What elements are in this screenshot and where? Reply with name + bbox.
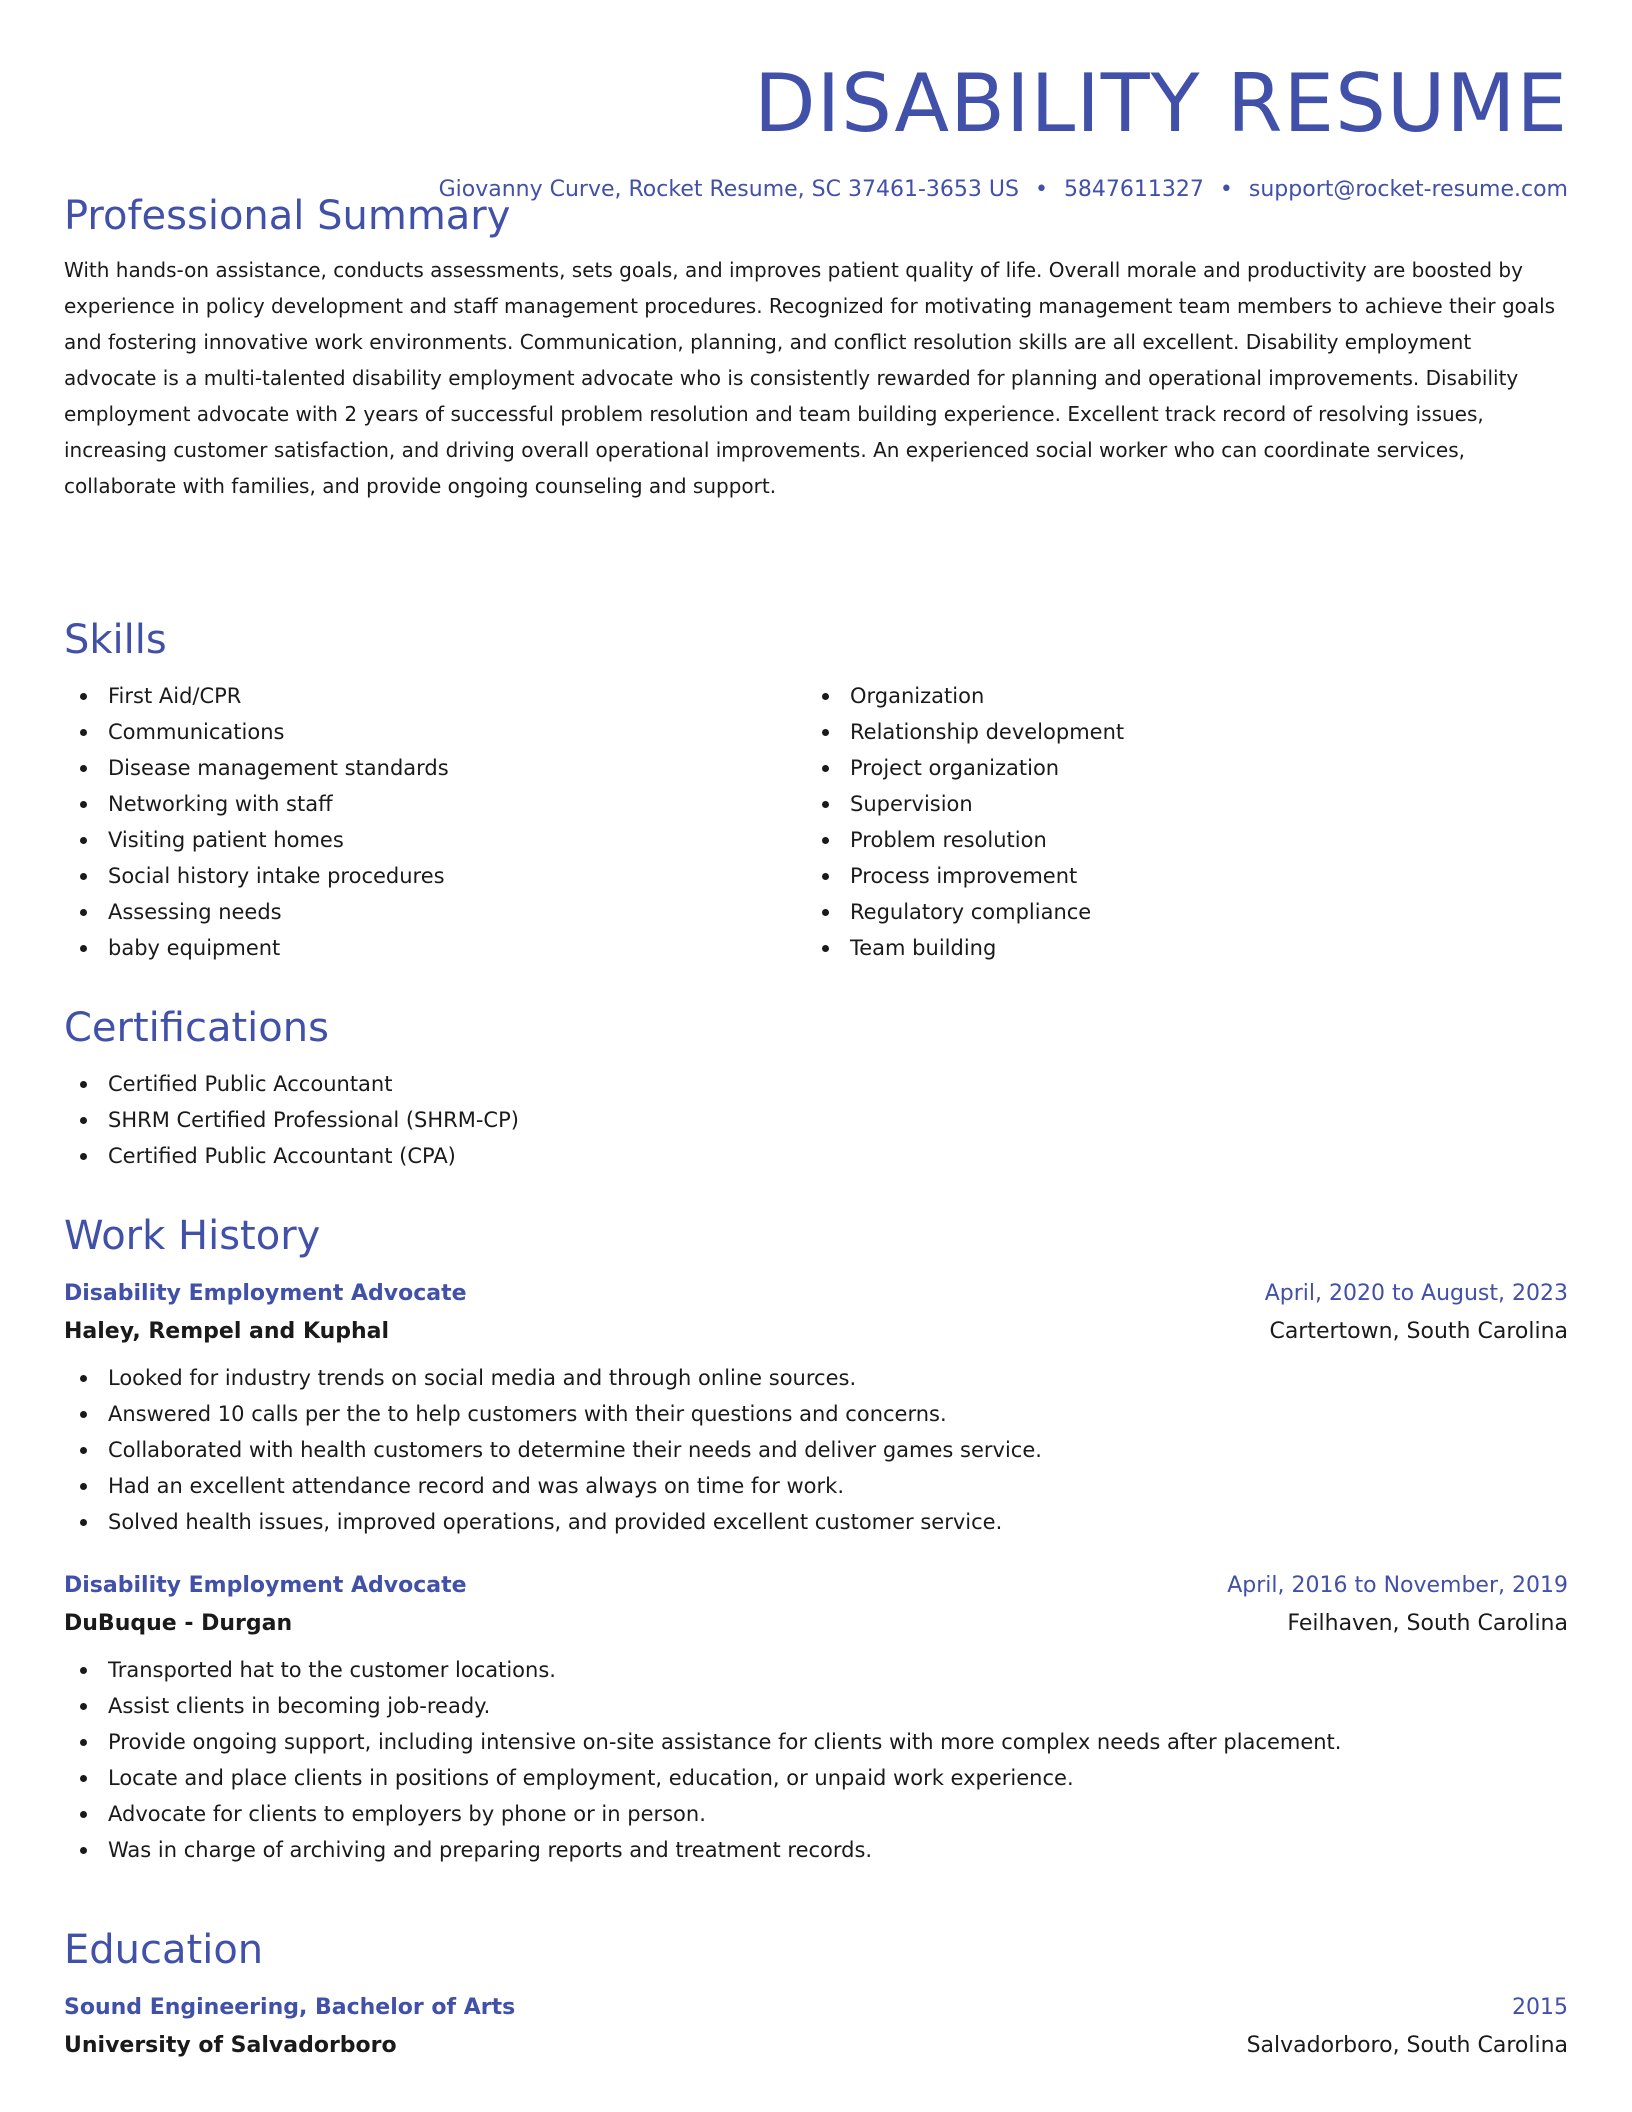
resume-page: [64, 0, 1568, 2112]
work-history-heading: Work History: [64, 1213, 321, 1259]
summary-text: With hands-on assistance, conducts assessments, sets goals, and improves patient quality of life. Overall morale and productivity are boosted by experience in policy development and staff management procedures. Recognized for motivating management team members to achieve their goals and fostering innovative work environments. Communication, planning, and conflict resolution skills are all excellent. Disability employment advocate is a multi-talented disability employment advocate who is consistently rewarded for planning and operational improvements. Disability employment advocate with 2 years of successful problem resolution and team building experience. Excellent track record of resolving issues, increasing customer satisfaction, and driving overall operational improvements. An experienced social worker who can coordinate services, collaborate with families, and provide ongoing counseling and support.: [64, 258, 1556, 498]
certification-item: Certified Public Accountant: [64, 1066, 1568, 1102]
contact-separator: •: [1219, 177, 1233, 202]
job-title-row: [64, 1568, 1568, 1604]
skill-item: Regulatory compliance: [806, 894, 1548, 930]
job-bullet: Locate and place clients in positions of employment, education, or unpaid work experience.: [64, 1760, 1568, 1796]
skill-item: Problem resolution: [806, 822, 1548, 858]
job-company: DuBuque - Durgan: [64, 1611, 293, 1636]
job-bullet: Had an excellent attendance record and was always on time for work.: [64, 1468, 1568, 1504]
job-company-row: [64, 1312, 1568, 1352]
job-company-row: [64, 1604, 1568, 1644]
education-entry: [64, 1990, 1568, 2066]
skill-item: First Aid/CPR: [64, 678, 806, 714]
work-history-section: [64, 1210, 1568, 1868]
job-bullet: Transported hat to the customer locations.: [64, 1652, 1568, 1688]
certifications-heading: Certifications: [64, 1005, 329, 1051]
skills-heading: Skills: [64, 617, 167, 663]
job-bullet: Provide ongoing support, including intensive on-site assistance for clients with more complex needs after placement.: [64, 1724, 1568, 1760]
skill-item: Organization: [806, 678, 1548, 714]
skill-item: Disease management standards: [64, 750, 806, 786]
skill-item: baby equipment: [64, 930, 806, 966]
skill-item: Relationship development: [806, 714, 1548, 750]
education-school: University of Salvadorboro: [64, 2033, 397, 2058]
certification-item: SHRM Certified Professional (SHRM-CP): [64, 1102, 1568, 1138]
job-title: Disability Employment Advocate: [64, 1281, 467, 1306]
job-entry: [64, 1568, 1568, 1868]
skill-item: Project organization: [806, 750, 1548, 786]
job-bullet: Looked for industry trends on social media and through online sources.: [64, 1360, 1568, 1396]
job-entry: [64, 1276, 1568, 1540]
skills-list-left: [64, 678, 806, 966]
skill-item: Social history intake procedures: [64, 858, 806, 894]
skill-item: Communications: [64, 714, 806, 750]
skill-item: Supervision: [806, 786, 1548, 822]
job-bullet: Answered 10 calls per the to help customers with their questions and concerns.: [64, 1396, 1568, 1432]
certifications-section: [64, 1002, 1568, 1174]
certifications-list: [64, 1066, 1568, 1174]
education-year: 2015: [1512, 1995, 1568, 2020]
job-bullet: Assist clients in becoming job-ready.: [64, 1688, 1568, 1724]
job-title: Disability Employment Advocate: [64, 1573, 467, 1598]
education-section: [64, 1924, 1568, 2066]
job-company: Haley, Rempel and Kuphal: [64, 1319, 390, 1344]
skill-item: Visiting patient homes: [64, 822, 806, 858]
education-location: Salvadorboro, South Carolina: [1246, 2033, 1568, 2058]
job-location: Cartertown, South Carolina: [1269, 1319, 1568, 1344]
skills-section: [64, 614, 1568, 966]
job-location: Feilhaven, South Carolina: [1287, 1611, 1568, 1636]
education-heading: Education: [64, 1927, 264, 1973]
skills-grid: [64, 678, 1568, 966]
education-degree: Sound Engineering, Bachelor of Arts: [64, 1995, 516, 2020]
job-bullets: [64, 1652, 1568, 1868]
summary-section: [64, 190, 1568, 504]
education-degree-row: [64, 1990, 1568, 2026]
contact-separator: •: [1034, 177, 1048, 202]
certification-item: Certified Public Accountant (CPA): [64, 1138, 1568, 1174]
job-dates: April, 2016 to November, 2019: [1227, 1573, 1568, 1598]
skill-item: Process improvement: [806, 858, 1548, 894]
job-bullets: [64, 1360, 1568, 1540]
skill-item: Networking with staff: [64, 786, 806, 822]
skill-item: Assessing needs: [64, 894, 806, 930]
job-bullet: Collaborated with health customers to determine their needs and deliver games service.: [64, 1432, 1568, 1468]
skills-list-right: [806, 678, 1548, 966]
job-bullet: Advocate for clients to employers by phone or in person.: [64, 1796, 1568, 1832]
job-bullet: Was in charge of archiving and preparing reports and treatment records.: [64, 1832, 1568, 1868]
resume-title: DISABILITY RESUME: [753, 57, 1568, 150]
contact-address: Giovanny Curve, Rocket Resume, SC 37461-3653 US: [438, 177, 1019, 202]
summary-heading: Professional Summary: [64, 193, 511, 239]
contact-email[interactable]: support@rocket-resume.com: [1248, 177, 1568, 202]
job-dates: April, 2020 to August, 2023: [1264, 1281, 1568, 1306]
education-school-row: [64, 2026, 1568, 2066]
job-bullet: Solved health issues, improved operations, and provided excellent customer service.: [64, 1504, 1568, 1540]
skill-item: Team building: [806, 930, 1548, 966]
job-title-row: [64, 1276, 1568, 1312]
contact-phone: 5847611327: [1063, 177, 1204, 202]
